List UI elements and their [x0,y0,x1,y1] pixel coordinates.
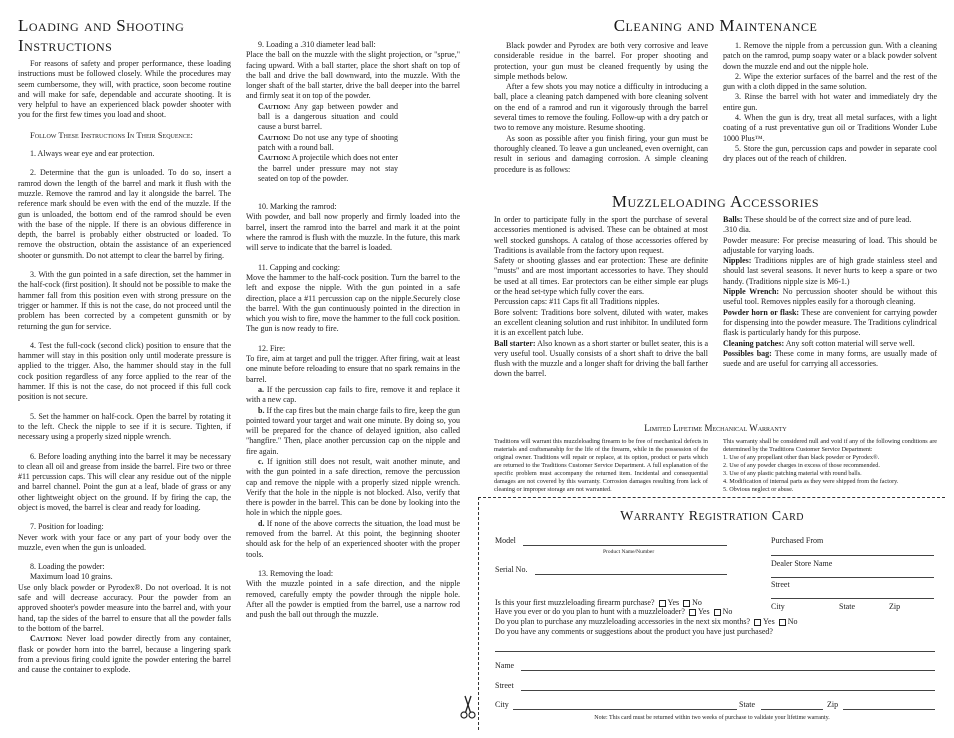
item-text: If ignition still does not result, wait another minute, and with the gun pointed in a safe direction, remove the percussion cap and remove the nipple with a properly sized nipple wrench. Verify that the hole in the nipple is not blocked. Also, verify that there is powder in the barrel. This can be done by looking into the hole in which the nipple goes. [246,456,460,518]
question-text: Have you ever or do you plan to hunt with a muzzleloader? [495,607,685,616]
step-2: 2. Determine that the gun is unloaded. To do so, insert a ramrod down the length of the barrel and mark it flush with the muzzle. Remove the ramrod and lay it alongside the barrel. The reference mark should be even with the end of the muzzle. If the gun is unloaded, the bottom end of the ramrod should be even with the base of the nipple. If there is an obvious difference in depth, the barrel is probably either obstructed or loaded. To remove the obstruction, obtain the assistance of an experienced shooter or gunsmith. Do not attempt to clear the barrel by firing. [18,168,231,260]
zip-field[interactable] [843,709,935,710]
accessory-text: Percussion caps: #11 Caps fit all Traditions nipples. [494,297,660,307]
card-title: Warranty Registration Card [620,509,804,524]
product-hint: Product Name/Number [603,549,655,555]
accessory-label: Balls: [723,215,743,224]
zip-right-label: Zip [889,602,901,611]
step-10-head: 10. Marking the ramrod: [258,202,337,212]
street-right-label: Street [771,580,790,589]
caution-label: Caution: [258,153,291,163]
accessories-right [723,215,937,369]
accessory-text: These should be of the correct size and of pure lead. [744,215,912,224]
yes-label: Yes [667,598,680,607]
purchased-from-field[interactable] [771,555,934,556]
state-field[interactable] [761,709,823,710]
accessory-text: These are convenient for carrying powder for dispensing into the powder measure. The Traditions cylindrical flask is particularly handy for this purpose. [723,307,938,338]
cleaning-step-3: 3. Rinse the barrel with hot water and immediately dry the entire gun. [723,92,937,112]
accessory-ball-starter [494,339,708,380]
serial-field[interactable] [535,574,727,575]
step-8-head: 8. Loading the powder: [30,562,105,572]
accessory-text: These come in many forms, are usually made of suede and are useful for carrying all accessories. [723,348,937,369]
caution-label: Caution: [30,634,63,644]
cleaning-para-2: After a few shots you may notice a difficulty in introducing a ball, place a cleaning patch dampened with bore cleaning solvent on the end of a ramrod and run it vigorously through the barrel several times to remove the fouling. Follow-up with a dry patch or two to remove any moisture. Resume shooting. [494,82,708,133]
cleaning-left [494,41,708,175]
name-field[interactable] [521,670,935,671]
caution-label: Caution: [258,132,291,142]
purchased-from-label: Purchased From [771,536,824,545]
question-4 [495,627,773,637]
comments-line[interactable] [495,651,935,652]
accessory-text: .310 dia. [723,225,751,235]
accessory-label: Possibles bag: [723,348,772,358]
step-12-head: 12. Fire: [258,343,286,353]
step-7-head: 7. Position for loading: [30,522,104,532]
accessory-text: No percussion shooter should be without this useful tool. Removes nipples easily for a thorough cleaning. [723,287,937,307]
warranty-condition: 5. Obvious neglect or abuse. [723,486,794,493]
accessory-nipples [723,256,937,287]
registration-card [478,497,945,730]
step-8-body: Use only black powder or Pyrodex®. Do not overload. It is not safe and will decrease accuracy. Pour the powder from an approved shooter's powder measure into the barrel and, with your hand, tap the sides of the barrel to ensure that all the powder falls to the bottom of the barrel. [18,582,231,633]
warranty-intro: This warranty shall be considered null and void if any of the following conditions are determined by the Traditions Customer Service Department: [723,438,937,453]
cleaning-step-1: 1. Remove the nipple from a percussion gun. With a cleaning patch on the ramrod, pump soapy water or a black powder solvent down the muzzle end and out the nipple hole. [723,41,937,71]
warranty-condition: 3. Use of any plastic patching material with round balls. [723,470,862,477]
accessory-label: Nipple Wrench: [723,287,780,297]
caution-text: Do not use any type of shooting patch with a round ball. [258,132,399,152]
step-4: 4. Test the full-cock (second click) position to ensure that the hammer will stay in this position only until moderate pressure is applied to the trigger. Also, the hammer should stay in the full cock position regardless of any force applied to the rear of the hammer. If this is not the case, do not proceed if this full cock position is not secure. [18,340,231,402]
cleaning-step-2: 2. Wipe the exterior surfaces of the barrel and the rest of the gun with a cloth dipped in the same solution. [723,71,937,92]
model-field[interactable] [523,545,727,546]
accessories-title: Muzzleloading Accessories [611,192,820,211]
warranty-condition: 2. Use of any powder charges in excess of those recommended. [723,462,880,469]
step-12-item-a [246,385,460,406]
no-label: No [787,617,798,626]
cleaning-section [494,16,937,36]
accessory-dia [723,225,937,235]
step-9-caution-1 [258,102,398,133]
loading-intro: For reasons of safety and proper performance, these loading instructions must be followed closely. While the procedures may seem cumbersome, they will, with practice, soon become routine and will make for safe, dependable and accurate shooting. It is very helpful to have an experienced black powder shooter with you for the first few times you load and shoot. [18,59,231,120]
card-note-wrap [479,713,945,723]
warranty-header [494,422,937,434]
warranty-left [494,438,708,494]
accessory-balls [723,215,937,225]
accessory-solvent [494,308,708,339]
no-checkbox[interactable] [779,619,786,626]
step-9-caution-3 [258,153,398,184]
no-label: No [692,598,702,607]
item-label: c. [258,456,264,466]
step-6: 6. Before loading anything into the barrel it may be necessary to clean all oil and grease from inside the barrel. Fire two or three #11 percussion caps. This will clear any residue out of the nipple and barrel channel. Point the gun at a leaf, blade of grass or any other lightweight object on the ground. If by firing the cap, the object is moved, the barrel is clear and ready for loading. [18,451,231,512]
warranty-title: Limited Lifetime Mechanical Warranty [644,423,787,433]
step-11-head: 11. Capping and cocking: [258,262,340,272]
step-8-sub: Maximum load 10 grains. [30,572,113,582]
accessory-patches [723,339,937,349]
accessory-label: Ball starter: [494,338,536,348]
card-note: Note: This card must be returned within two weeks of purchase to validate your lifetime warranty. [594,715,830,721]
step-13-body: With the muzzle pointed in a safe direction, and the nipple removed, carefully empty the powder through the nipple hole. After all the powder is emptied from the barrel, use a narrow rod and push the ball out through the muzzle. [246,579,460,620]
question-2 [495,607,732,617]
item-text: If none of the above corrects the situation, the load must be removed from the barrel. At this point, the beginning shooter should ask for the help of an experienced shooter with the proper tools. [246,518,461,559]
accessory-bag [723,349,937,370]
street-right-field[interactable] [771,598,934,599]
accessory-text: Bore solvent: Traditions bore solvent, diluted with water, makes an excellent cleaning solution and rust inhibitor. In undiluted form it is an excellent patch lube. [494,307,708,338]
model-label: Model [495,536,516,545]
yes-checkbox[interactable] [659,600,666,607]
step-12-body: To fire, aim at target and pull the trigger. After firing, wait at least one minute before reloading to ensure that no spark remains in the barrel. [246,354,460,384]
step-12-item-d [246,519,460,560]
step-12-item-c [246,457,460,519]
warranty-text: Traditions will warrant this muzzleloading firearm to be free of mechanical defects in materials and craftsmanship for the life of the firearm, while in the possession of the original owner. Traditions will repair or replace, at its option, product or parts which are returned to the Traditions Customer Service Department. A full explanation of the specific problem must accompany the returned item. Incidental and consequential damages are not covered by this warranty. Corrosion damages resulting from lack of cleaning or improper storage are not warranted. [494,438,708,493]
accessory-glasses [494,256,708,297]
no-label: No [722,607,733,616]
step-7-body: Never work with your face or any part of your body over the muzzle, even when the gun is unloaded. [18,532,231,552]
sequence-heading: Follow These Instructions In Their Sequence: [30,129,193,140]
cleaning-step-5: 5. Store the gun, percussion caps and powder in separate cool dry places out of the reach of children. [723,143,937,164]
accessory-label: Powder horn or flask: [723,307,800,317]
step-10-body: With powder, and ball now properly and firmly loaded into the barrel, insert the ramrod into the barrel and mark it at the point where the ramrod is flush with the muzzle. In the future, this mark will serve to indicate that the barrel is loaded. [246,212,460,253]
accessory-caps [494,297,708,307]
city-field[interactable] [513,709,737,710]
question-3 [495,617,797,627]
city-right-label: City [771,602,785,611]
caution-text: A projectile which does not enter the barrel under pressure may not stay seated on top of the powder. [258,153,398,183]
item-label: d. [258,518,265,528]
accessory-label: Nipples: [723,256,752,266]
item-text: If the cap fires but the main charge fails to fire, keep the gun pointed toward your target and wait one minute. By doing so, you will be prepared for the chance of delayed ignition, also called "hangfire." Then, place another percussion cap on the nipple and fire again. [246,405,461,456]
item-label: a. [258,384,264,394]
yes-label: Yes [697,607,710,616]
cleaning-title: Cleaning and Maintenance [613,16,818,35]
step-8-caution [18,634,231,675]
accessories-left [494,215,708,380]
item-label: b. [258,405,265,415]
warranty-condition: 4. Modification of internal parts as they were shipped from the factory. [723,478,899,485]
step-5: 5. Set the hammer on half-cock. Open the barrel by rotating it to the left. Check the nipple to see if it is secure. Tighten, if necessary using a properly sized nipple wrench. [18,411,231,442]
accessory-text: Safety or shooting glasses and ear protection: These are definite "musts" and are most important accessories to have. They should be used at all times. Ear protectors can be either simple ear plugs or the head set-type which fully cover the ears. [494,256,708,297]
question-text: Do you have any comments or suggestions about the product you have just purchased? [495,627,773,636]
warranty-condition: 1. Use of any propellant other than black powder or Pyrodex®. [723,454,880,461]
caution-label: Caution: [258,101,291,111]
accessory-flask [723,308,937,339]
card-title-wrap [479,509,945,524]
accessory-text: Powder measure: For precise measuring of load. This should be adjustable for varying loads. [723,235,937,255]
yes-checkbox[interactable] [754,619,761,626]
accessory-label: Cleaning patches: [723,338,785,348]
accessories-header [494,192,937,212]
state-right-label: State [839,602,855,611]
step-13-head: 13. Removing the load: [258,568,334,578]
step-9-body: Place the ball on the muzzle with the slight projection, or "sprue," facing upward. With a ball starter, place the short shaft on top of the ball and drive the ball downward, into the muzzle. With the longer shaft of the ball starter, drive the ball deeper into the barrel and firmly seat it on top of the powder. [246,50,460,101]
question-text: Is this your first muzzleloading firearm purchase? [495,598,655,607]
accessory-text: Also known as a short starter or bullet seater, this is a very useful tool. Usually consists of a short shaft to drive the ball flush with the muzzle and a longer shaft for driving the ball farther down the barrel. [494,338,709,379]
warranty-right [723,438,937,494]
scissors-icon [460,694,476,720]
accessory-intro [494,215,708,256]
cleaning-para-1: Black powder and Pyrodex are both very corrosive and leave considerable residue in the barrel. For proper shooting and protection, your gun must be cleaned frequently by using the simple methods below. [494,41,708,81]
dealer-store-field[interactable] [771,577,934,578]
name-label: Name [495,661,515,670]
loading-title: Loading and Shooting Instructions [18,16,185,55]
cleaning-para-3: As soon as possible after you finish firing, your gun must be thoroughly cleaned. To leave a gun uncleaned, even overnight, can result in serious and damaging corrosion. A simple cleaning procedure is as follows: [494,133,708,174]
accessory-text: Traditions nipples are of high grade stainless steel and should last several seasons. It never hurts to keep a spare or two handy. (Traditions nipple size is M6-1.) [723,256,937,286]
loading-column-2 [246,40,460,620]
step-9-head: 9. Loading a .310 diameter lead ball: [258,40,376,49]
zip-label: Zip [827,700,839,709]
city-label: City [495,700,509,709]
dealer-store-label: Dealer Store Name [771,559,833,568]
street-label: Street [495,681,514,690]
accessory-wrench [723,287,937,308]
no-checkbox[interactable] [714,609,721,616]
cleaning-step-4: 4. When the gun is dry, treat all metal surfaces, with a light coating of a rust preventative gun oil or Traditions Wonder Lube 1000 Plus™. [723,113,937,143]
serial-label: Serial No. [495,565,528,574]
no-checkbox[interactable] [683,600,690,607]
accessory-text: In order to participate fully in the sport the purchase of several accessories mentioned is advised. These can be obtained at most well stocked gunshops. A catalog of those accessories offered by Traditions is available from the factory upon request. [494,215,708,255]
caution-text: Any gap between powder and ball is a dangerous situation and could cause a burst barrel. [258,101,398,132]
yes-label: Yes [763,617,775,626]
step-11-body: Move the hammer to the half-cock position. Turn the barrel to the left and expose the nipple. With the gun pointed in a safe direction, place a #11 percussion cap on the nipple.Securely close the barrel. With the gun continuously pointed in the direction in which you wish to fire, move the hammer to the full cock position. The gun is now ready to fire. [246,272,460,334]
cleaning-right [723,41,937,165]
step-1: 1. Always wear eye and ear protection. [30,149,155,159]
accessory-text: Any soft cotton material will serve well. [785,338,915,348]
street-field[interactable] [521,690,935,691]
item-text: If the percussion cap fails to fire, remove it and replace it with a new cap. [246,384,460,405]
yes-checkbox[interactable] [689,609,696,616]
question-text: Do you plan to purchase any muzzleloading accessories in the next six months? [495,617,751,626]
caution-text: Never load powder directly from any container, flask or powder horn into the barrel, because a lingering spark from a previous firing could ignite the powder entering the barrel and cause the container to explode. [18,634,231,675]
step-12-item-b [246,406,460,457]
loading-column-1 [18,16,231,675]
step-3: 3. With the gun pointed in a safe direction, set the hammer in the half-cock (first position). It should not be possible to make the hammer fall from this position even with strong pressure on the trigger or hammer. If this is not the case, do not proceed until the problem has been corrected by a competent gunsmith or by returning the gun for service. [18,270,231,331]
step-9-caution-2 [258,133,398,154]
accessory-measure [723,236,937,257]
state-label: State [739,700,755,709]
